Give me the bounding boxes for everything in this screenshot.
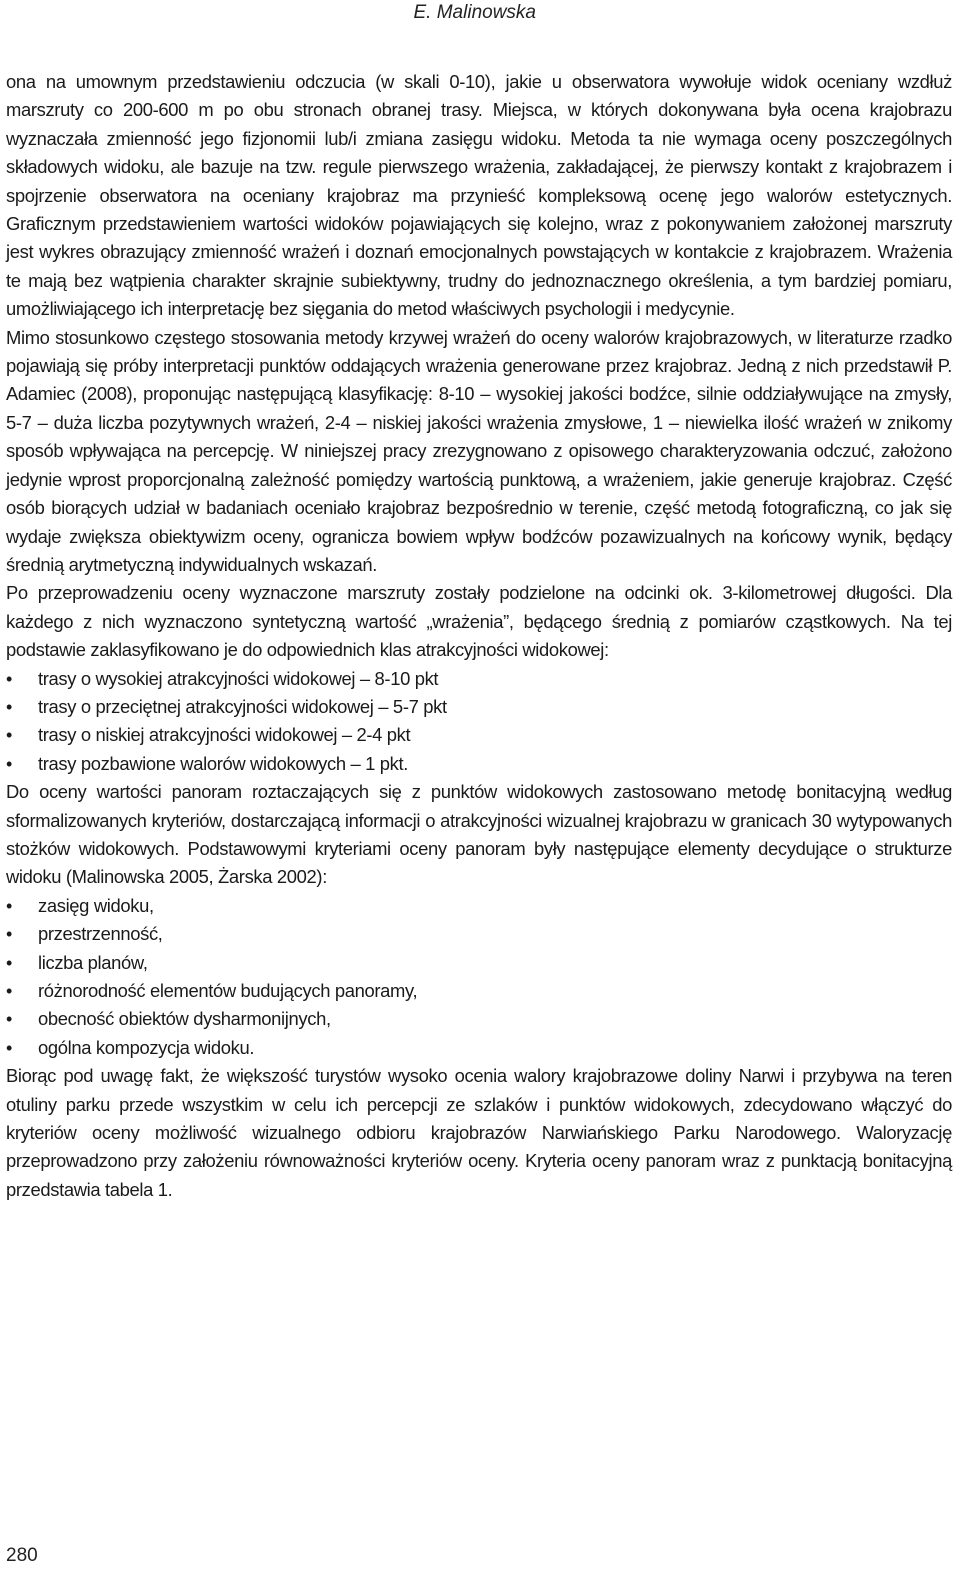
paragraph: ona na umownym przedstawieniu odczucia (w skali 0-10), jakie u obserwatora wywołuje widok oceniany wzdłuż marszruty co 200-600 m po obu stronach obranej trasy. Miejsca, w których dokonywana była ocena krajobrazu wyznaczała zmienność jego fizjonomii lub/i zmiana zasięgu widoku. Metoda ta nie wymaga oceny poszczególnych składowych widoku, ale bazuje na tzw. regule pierwszego wrażenia, zakładającej, że pierwszy kontakt z krajobrazem i spojrzenie obserwatora na oceniany krajobraz ma przynieść kompleksową ocenę jego walorów estetycznych. Graficznym przedstawieniem wartości widoków pojawiających się kolejno, wraz z pokonywaniem założonej marszruty jest wykres obrazujący zmienność wrażeń i doznań emocjonalnych powstających w kontakcie z krajobrazem. Wrażenia te mają bez wątpienia charakter skrajnie subiektywny, trudny do jednoznacznego określenia, a tym bardziej pomiaru, umożliwiającego ich interpretację bez sięgania do metod właściwych psychologii i medycynie. <box>6 71 952 320</box>
bullet-icon: • <box>6 1009 12 1030</box>
list-item <box>6 920 952 948</box>
list-item <box>6 721 952 749</box>
list-item <box>6 892 952 920</box>
bullet-icon: • <box>6 895 12 916</box>
list-item-text: zasięg widoku, <box>38 894 154 916</box>
list-item <box>6 750 952 778</box>
bullet-icon: • <box>6 952 12 973</box>
list-item-text: różnorodność elementów budujących panoramy, <box>38 980 418 1001</box>
paragraph: Po przeprowadzeniu oceny wyznaczone marszruty zostały podzielone na odcinki ok. 3-kilometrowej długości. Dla każdego z nich wyznaczono syntetyczną wartość „wrażenia”, będącego średnią z pomiarów cząstkowych. Na tej podstawie zaklasyfikowano je do odpowiednich klas atrakcyjności widokowej: <box>6 582 952 661</box>
attractiveness-classes-list <box>6 665 952 779</box>
paragraph: Mimo stosunkowo częstego stosowania metody krzywej wrażeń do oceny walorów krajobrazowych, w literaturze rzadko pojawiają się próby interpretacji punktów oddających wrażenia generowane przez krajobraz. Jedną z nich przedstawił P. Adamiec (2008), proponując następującą klasyfikację: 8-10 – wysokiej jakości bodźce, silnie oddziaływujące na zmysły, 5-7 – duża liczba pozytywnych wrażeń, 2-4 – niskiej jakości wrażenia zmysłowe, 1 – niewielka ilość wrażeń w znikomy sposób wpływająca na percepcję. W niniejszej pracy zrezygnowano z opisowego charakteryzowania odczuć, założono jedynie wprost proporcjonalną zależność pomiędzy wartością punktową, a wrażeniem, jakie generuje krajobraz. Część osób biorących udział w badaniach oceniało krajobraz bezpośrednio w terenie, część metodą fotograficzną, co jak się wydaje zwiększa obiektywizm oceny, ogranicza bowiem wpływ bodźców pozawizualnych na końcowy wynik, będący średnią arytmetyczną indywidualnych wskazań. <box>6 326 952 575</box>
list-item <box>6 977 952 1005</box>
bullet-icon: • <box>6 725 12 746</box>
list-item-text: liczba planów, <box>38 951 148 973</box>
list-item-text: trasy o wysokiej atrakcyjności widokowej – 8-10 pkt <box>38 667 439 689</box>
bullet-icon: • <box>6 981 12 1001</box>
list-item-text: trasy o niskiej atrakcyjności widokowej – 2-4 pkt <box>38 724 411 746</box>
list-item <box>6 1005 952 1033</box>
list-item-text: przestrzenność, <box>38 923 163 945</box>
running-head: E. Malinowska <box>413 2 536 23</box>
list-item-text: trasy pozbawione walorów widokowych – 1 pkt. <box>38 752 408 774</box>
bullet-icon: • <box>6 668 12 689</box>
bullet-icon: • <box>6 924 12 945</box>
list-item <box>6 949 952 977</box>
bullet-icon: • <box>6 753 12 774</box>
list-item-text: trasy o przeciętnej atrakcyjności widokowej – 5-7 pkt <box>38 695 447 717</box>
paragraph: Biorąc pod uwagę fakt, że większość turystów wysoko ocenia walory krajobrazowe doliny Narwi i przybywa na teren otuliny parku przede wszystkim w celu ich percepcji ze szlaków i punktów widokowych, zdecydowano włączyć do kryteriów oceny możliwość wizualnego odbioru krajobrazów Narwiańskiego Parku Narodowego. Waloryzację przeprowadzono przy założeniu równoważności kryteriów oceny. Kryteria oceny panoram wraz z punktacją bonitacyjną przedstawia tabela 1. <box>6 1065 952 1200</box>
bullet-icon: • <box>6 696 12 717</box>
panorama-criteria-list <box>6 892 952 1062</box>
bullet-icon: • <box>6 1037 12 1058</box>
list-item <box>6 693 952 721</box>
list-item <box>6 665 952 693</box>
list-item-text: ogólna kompozycja widoku. <box>38 1036 255 1058</box>
paragraph: Do oceny wartości panoram roztaczających się z punktów widokowych zastosowano metodę bonitacyjną według sformalizowanych kryteriów, dostarczającą informacji o atrakcyjności wizualnej krajobrazu w granicach 30 wytypowanych stożków widokowych. Podstawowymi kryteriami oceny panoram były następujące elementy decydujące o strukturze widoku (Malinowska 2005, Żarska 2002): <box>6 781 952 888</box>
list-item <box>6 1034 952 1062</box>
page-number: 280 <box>6 1545 38 1566</box>
list-item-text: obecność obiektów dysharmonijnych, <box>38 1008 331 1030</box>
body-text <box>6 68 952 1204</box>
